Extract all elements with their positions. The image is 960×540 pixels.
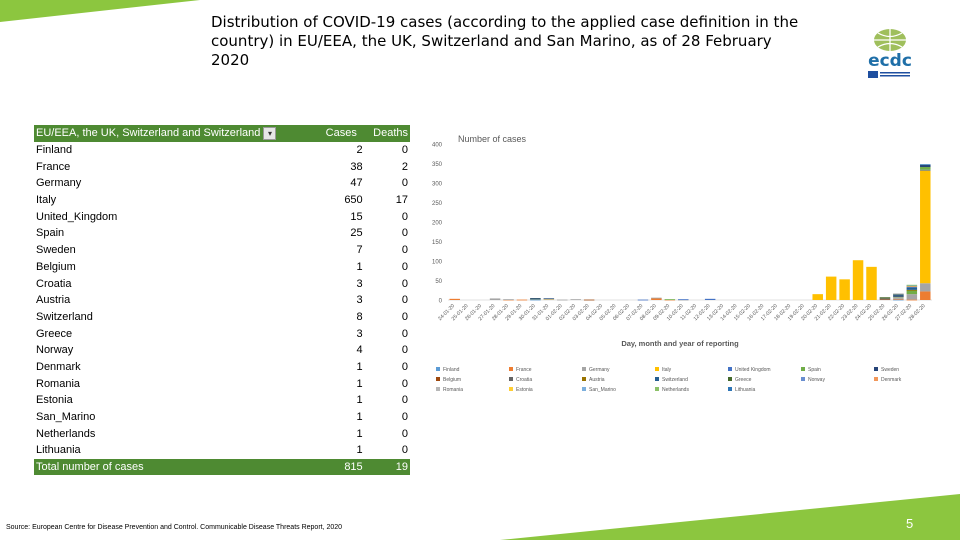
- cases-cell: 1: [356, 411, 363, 424]
- table-row: [34, 259, 410, 276]
- table-row: [34, 158, 410, 175]
- country-cell: Finland: [36, 144, 73, 157]
- x-tick-label: 12-02-20: [692, 303, 712, 323]
- bar-segment: [651, 298, 661, 299]
- deaths-cell: 0: [401, 177, 408, 190]
- bar-segment: [907, 290, 917, 294]
- country-cell: Denmark: [36, 360, 81, 373]
- deaths-cell: 2: [401, 160, 408, 173]
- bar-segment: [530, 298, 540, 299]
- table-row: [34, 359, 410, 376]
- x-tick-label: 08-02-20: [638, 303, 658, 323]
- x-tick-label: 23-02-20: [840, 303, 860, 323]
- x-tick-label: 06-02-20: [611, 303, 631, 323]
- slide-title: Distribution of COVID-19 cases (according to the applied case definition in the country) in EU/EEA, the UK, Switzerland and San Marino, as of 28 February 2020: [211, 13, 799, 69]
- table-row: [34, 175, 410, 192]
- country-cell: Italy: [36, 194, 57, 207]
- country-cell: Germany: [36, 177, 82, 190]
- bar-segment: [893, 295, 903, 296]
- bar-segment: [880, 297, 890, 298]
- cases-cell: 3: [356, 294, 363, 307]
- legend-swatch: [655, 367, 659, 371]
- x-tick-label: 27-01-20: [477, 303, 497, 323]
- country-cell: Sweden: [36, 244, 76, 257]
- cases-cell: 8: [356, 310, 363, 323]
- cases-cell: 1: [356, 394, 363, 407]
- bar-segment: [490, 298, 500, 300]
- legend-swatch: [801, 377, 805, 381]
- bar-segment: [920, 170, 930, 171]
- cases-cell: 1: [356, 377, 363, 390]
- x-tick-label: 27-02-20: [894, 303, 914, 323]
- cases-cell: 7: [356, 244, 363, 257]
- page-number: 5: [906, 516, 914, 531]
- bar-segment: [665, 299, 675, 300]
- bar-segment: [920, 291, 930, 300]
- bar-segment: [570, 299, 580, 300]
- bar-segment: [557, 300, 567, 301]
- legend-swatch: [874, 377, 878, 381]
- deaths-cell: 0: [401, 210, 408, 223]
- cases-cell: 3: [356, 277, 363, 290]
- y-tick-label: 300: [431, 181, 442, 188]
- legend-label: Denmark: [881, 377, 902, 383]
- country-cell: Switzerland: [36, 310, 93, 323]
- legend-label: Norway: [808, 377, 825, 383]
- legend-swatch: [728, 387, 732, 391]
- legend-label: Greece: [735, 377, 752, 383]
- y-tick-label: 50: [435, 279, 442, 285]
- cases-cell: 1: [356, 444, 363, 457]
- legend-label: Lithuania: [735, 387, 756, 393]
- country-cell: Lithuania: [36, 444, 81, 457]
- bar-segment: [678, 299, 688, 300]
- legend-swatch: [509, 387, 513, 391]
- country-cell: Netherlands: [36, 427, 96, 440]
- legend-swatch: [655, 377, 659, 381]
- deaths-cell: 0: [401, 427, 408, 440]
- deaths-cell: 0: [401, 411, 408, 424]
- table-row: [34, 442, 410, 459]
- bar-segment: [449, 299, 459, 300]
- x-tick-label: 01-02-20: [544, 303, 564, 323]
- legend-swatch: [728, 367, 732, 371]
- deaths-column-header: Deaths: [365, 125, 410, 142]
- bar-segment: [503, 299, 513, 300]
- table-row: [34, 342, 410, 359]
- legend-label: Spain: [808, 367, 821, 373]
- deaths-cell: 0: [401, 144, 408, 157]
- bar-segment: [907, 288, 917, 290]
- bar-segment: [893, 300, 903, 301]
- cases-cell: 1: [356, 260, 363, 273]
- x-tick-label: 25-02-20: [867, 303, 887, 323]
- bar-segment: [907, 290, 917, 291]
- x-tick-label: 28-01-20: [490, 303, 510, 323]
- bar-segment: [866, 267, 876, 300]
- x-axis-label: Day, month and year of reporting: [621, 339, 739, 348]
- deaths-cell: 0: [401, 260, 408, 273]
- x-tick-label: 02-02-20: [558, 303, 578, 323]
- total-label: Total number of cases: [34, 459, 324, 476]
- x-tick-label: 11-02-20: [679, 303, 699, 322]
- table-header-row: [34, 125, 410, 142]
- country-cell: Greece: [36, 327, 73, 340]
- legend-swatch: [801, 367, 805, 371]
- table-row: [34, 275, 410, 292]
- y-tick-label: 0: [438, 298, 442, 305]
- y-tick-label: 150: [431, 240, 442, 246]
- total-cases: 815: [324, 459, 365, 476]
- legend-swatch: [655, 387, 659, 391]
- x-tick-label: 22-02-20: [827, 303, 847, 323]
- deaths-cell: 17: [395, 194, 408, 207]
- country-cell: Romania: [36, 377, 81, 390]
- legend-label: Germany: [589, 367, 610, 373]
- x-tick-label: 14-02-20: [719, 303, 739, 323]
- legend-swatch: [509, 367, 513, 371]
- bar-segment: [544, 298, 554, 299]
- cases-cell: 38: [350, 160, 363, 173]
- bar-segment: [544, 299, 554, 300]
- chart-title: Number of cases: [458, 134, 527, 144]
- x-tick-label: 25-01-20: [450, 303, 470, 323]
- bar-segment: [893, 296, 903, 297]
- table-row: [34, 225, 410, 242]
- x-tick-label: 24-01-20: [437, 303, 457, 323]
- country-cell: Austria: [36, 294, 71, 307]
- cases-cell: 47: [350, 177, 363, 190]
- x-tick-label: 05-02-20: [598, 303, 618, 323]
- y-tick-label: 100: [431, 259, 442, 266]
- x-tick-label: 19-02-20: [786, 303, 806, 323]
- y-tick-label: 200: [431, 220, 442, 227]
- legend-swatch: [728, 377, 732, 381]
- deaths-cell: 0: [401, 394, 408, 407]
- table-row: [34, 208, 410, 225]
- legend-label: San_Marino: [589, 387, 616, 393]
- legend-swatch: [582, 377, 586, 381]
- bar-segment: [705, 299, 715, 300]
- x-tick-label: 31-01-20: [531, 303, 551, 323]
- deaths-cell: 0: [401, 227, 408, 240]
- cases-cell: 650: [344, 194, 363, 207]
- x-tick-label: 29-01-20: [504, 303, 524, 323]
- cases-cell: 15: [350, 210, 363, 223]
- x-tick-label: 28-02-20: [907, 303, 927, 323]
- deaths-cell: 0: [401, 310, 408, 323]
- table-row: [34, 242, 410, 259]
- country-cell: San_Marino: [36, 411, 96, 424]
- legend-swatch: [436, 377, 440, 381]
- table-row: [34, 292, 410, 309]
- bar-segment: [826, 277, 836, 300]
- table-row: [34, 392, 410, 409]
- x-tick-label: 24-02-20: [853, 303, 873, 323]
- country-cell: France: [36, 160, 71, 173]
- x-tick-label: 26-02-20: [880, 303, 900, 323]
- x-tick-label: 03-02-20: [571, 303, 591, 323]
- deaths-cell: 0: [401, 277, 408, 290]
- y-tick-label: 400: [431, 142, 442, 149]
- bar-segment: [920, 167, 930, 170]
- x-tick-label: 16-02-20: [746, 303, 766, 323]
- legend-swatch: [436, 387, 440, 391]
- country-cell: Norway: [36, 344, 74, 357]
- cases-cell: 4: [356, 344, 363, 357]
- cases-by-day-chart: [418, 128, 944, 400]
- legend-label: Sweden: [881, 367, 900, 373]
- x-tick-label: 21-02-20: [813, 303, 833, 323]
- source-note: Source: European Centre for Disease Prevention and Control. Communicable Disease Threats Report, 2020: [6, 524, 343, 531]
- ecdc-logo: [858, 26, 922, 82]
- x-tick-label: 17-02-20: [759, 303, 779, 323]
- legend-label: Switzerland: [662, 377, 688, 383]
- legend-label: Croatia: [516, 377, 533, 383]
- x-tick-label: 04-02-20: [585, 303, 605, 323]
- country-cell: Belgium: [36, 260, 76, 273]
- country-cell: Croatia: [36, 277, 72, 290]
- x-tick-label: 15-02-20: [732, 303, 752, 323]
- deaths-cell: 0: [401, 377, 408, 390]
- deaths-cell: 0: [401, 244, 408, 257]
- legend-label: Romania: [443, 387, 464, 393]
- legend-label: Austria: [589, 377, 605, 383]
- country-column-header[interactable]: EU/EEA, the UK, Switzerland and Switzerland ▾: [34, 125, 324, 142]
- country-cell: Spain: [36, 227, 65, 240]
- country-cell: Estonia: [36, 394, 73, 407]
- logo-text: ecdc: [868, 51, 912, 71]
- legend-swatch: [582, 387, 586, 391]
- deaths-cell: 0: [401, 360, 408, 373]
- x-tick-label: 18-02-20: [773, 303, 793, 323]
- legend-label: Italy: [662, 367, 672, 373]
- bar-segment: [812, 294, 822, 300]
- bar-segment: [893, 297, 903, 299]
- legend-label: United Kingdom: [735, 367, 771, 373]
- x-tick-label: 07-02-20: [625, 303, 645, 323]
- cases-cell: 25: [350, 227, 363, 240]
- bar-segment: [839, 279, 849, 300]
- deaths-cell: 0: [401, 327, 408, 340]
- bar-segment: [638, 300, 648, 301]
- bar-segment: [920, 171, 930, 284]
- bar-segment: [907, 294, 917, 299]
- cases-column-header: Cases: [324, 125, 365, 142]
- cases-cell: 1: [356, 360, 363, 373]
- filter-dropdown-icon[interactable]: ▾: [263, 127, 276, 140]
- bar-segment: [907, 285, 917, 286]
- legend-swatch: [436, 367, 440, 371]
- total-row: [34, 459, 410, 476]
- bar-segment: [893, 299, 903, 300]
- deaths-cell: 0: [401, 294, 408, 307]
- x-tick-label: 09-02-20: [652, 303, 672, 323]
- table-row: [34, 425, 410, 442]
- bar-segment: [880, 299, 890, 300]
- deaths-cell: 0: [401, 344, 408, 357]
- table-row: [34, 409, 410, 426]
- bottom-decorative-wedge: [500, 494, 960, 540]
- cases-table: [34, 125, 410, 475]
- cases-cell: 3: [356, 327, 363, 340]
- table-row: [34, 309, 410, 326]
- table-row: [34, 142, 410, 159]
- country-cell: United_Kingdom: [36, 210, 118, 223]
- table-row: [34, 325, 410, 342]
- x-tick-label: 30-01-20: [517, 303, 537, 323]
- table-row: [34, 375, 410, 392]
- bar-segment: [907, 300, 917, 301]
- legend-label: Belgium: [443, 377, 462, 383]
- cases-cell: 2: [356, 144, 363, 157]
- bar-segment: [517, 300, 527, 301]
- legend-swatch: [874, 367, 878, 371]
- top-decorative-wedge: [0, 0, 200, 22]
- x-tick-label: 20-02-20: [800, 303, 820, 323]
- legend-swatch: [582, 367, 586, 371]
- x-tick-label: 10-02-20: [665, 303, 685, 323]
- table-row: [34, 192, 410, 209]
- bar-segment: [584, 300, 594, 301]
- cases-cell: 1: [356, 427, 363, 440]
- legend-swatch: [509, 377, 513, 381]
- x-tick-label: 26-01-20: [464, 303, 484, 323]
- y-tick-label: 250: [431, 201, 442, 207]
- legend-label: France: [516, 367, 532, 373]
- total-deaths: 19: [365, 459, 410, 476]
- legend-label: Netherlands: [662, 387, 689, 393]
- bar-segment: [853, 260, 863, 300]
- bar-segment: [920, 164, 930, 165]
- legend-label: Estonia: [516, 387, 533, 393]
- deaths-cell: 0: [401, 444, 408, 457]
- bar-segment: [920, 283, 930, 291]
- legend-label: Finland: [443, 367, 460, 373]
- y-tick-label: 350: [431, 162, 442, 168]
- bar-segment: [893, 293, 903, 294]
- x-tick-label: 13-02-20: [706, 303, 726, 323]
